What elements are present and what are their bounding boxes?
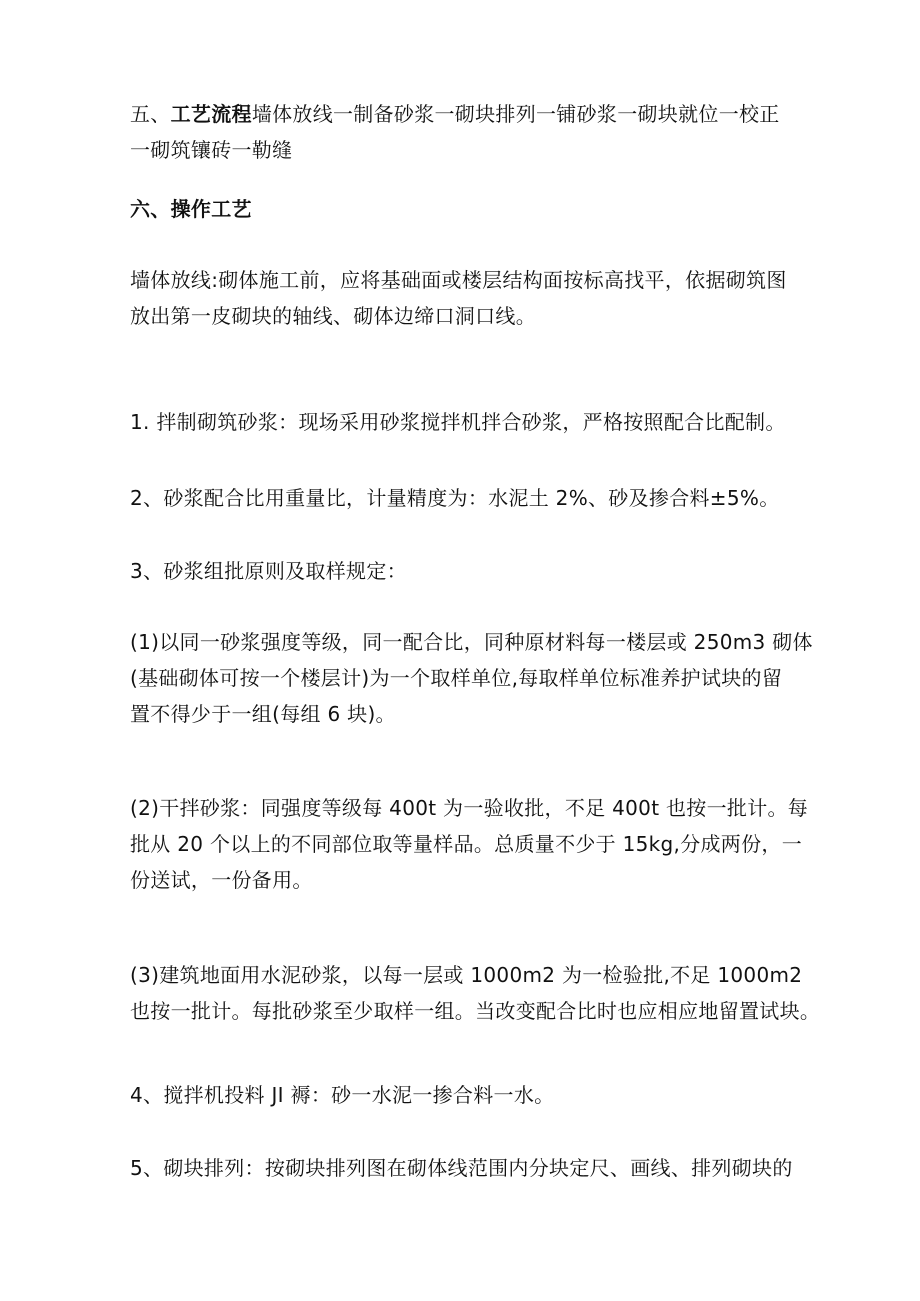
item-5-paragraph [130,1150,795,1186]
section-5-line-1 [130,96,795,132]
item-1-line: 1. 拌制砌筑砂浆：现场采用砂浆搅拌机拌合砂浆，严格按照配合比配制。 [130,410,786,434]
sub-3-paragraph [130,957,821,1029]
wall-layout-line-1: 墙体放线:砌体施工前，应将基础面或楼层结构面按标高找平，依据砌筑图 [130,268,787,292]
section-6-heading: 操作工艺 [170,197,252,221]
wall-layout-paragraph [130,262,795,334]
section-5-line-2: 一砌筑镶砖一勒缝 [130,138,293,162]
section-5-paragraph [130,96,795,168]
section-5-heading: 工艺流程 [170,102,252,126]
section-6-prefix: 六、 [130,197,171,221]
item-1-paragraph [130,404,795,440]
item-4-paragraph [130,1077,795,1113]
section-5-flow-text: 墙体放线一制备砂浆一砌块排列一铺砂浆一砌块就位一校正 [251,102,780,126]
wall-layout-line-2: 放出第一皮砌块的轴线、砌体边缔口洞口线。 [130,304,536,328]
sub-1-paragraph [130,624,813,732]
sub-1-line-2: (基础砌体可按一个楼层计)为一个取样单位,每取样单位标准养护试块的留 [130,666,783,690]
sub-3-line-2: 也按一批计。每批砂浆至少取样一组。当改变配合比时也应相应地留置试块。 [130,999,821,1023]
sub-1-line-3: 置不得少于一组(每组 6 块)。 [130,702,396,726]
sub-3-line-1: (3)建筑地面用水泥砂浆，以每一层或 1000m2 为一检验批,不足 1000m2 [130,963,803,987]
item-3-paragraph [130,553,795,589]
sub-2-line-2: 批从 20 个以上的不同部位取等量样品。总质量不少于 15kg,分成两份，一 [130,832,803,856]
sub-2-line-1: (2)干拌砂浆：同强度等级每 400t 为一验收批，不足 400t 也按一批计。每 [130,796,809,820]
sub-1-line-1: (1)以同一砂浆强度等级，同一配合比，同种原材料每一楼层或 250m3 砌体 [130,630,813,654]
section-6-line [130,191,795,227]
item-4-line: 4、搅拌机投料 JI 褥：砂一水泥一掺合料一水。 [130,1083,555,1107]
sub-2-paragraph [130,790,809,898]
sub-2-line-3: 份送试，一份备用。 [130,868,313,892]
section-5-prefix: 五、 [130,102,171,126]
item-5-line: 5、砌块排列：按砌块排列图在砌体线范围内分块定尺、画线、排列砌块的 [130,1156,793,1180]
item-2-line: 2、砂浆配合比用重量比，计量精度为：水泥土 2%、砂及掺合料±5%。 [130,486,780,510]
section-6-heading-paragraph [130,191,795,227]
item-2-paragraph [130,480,795,516]
item-3-line: 3、砂浆组批原则及取样规定： [130,559,407,583]
